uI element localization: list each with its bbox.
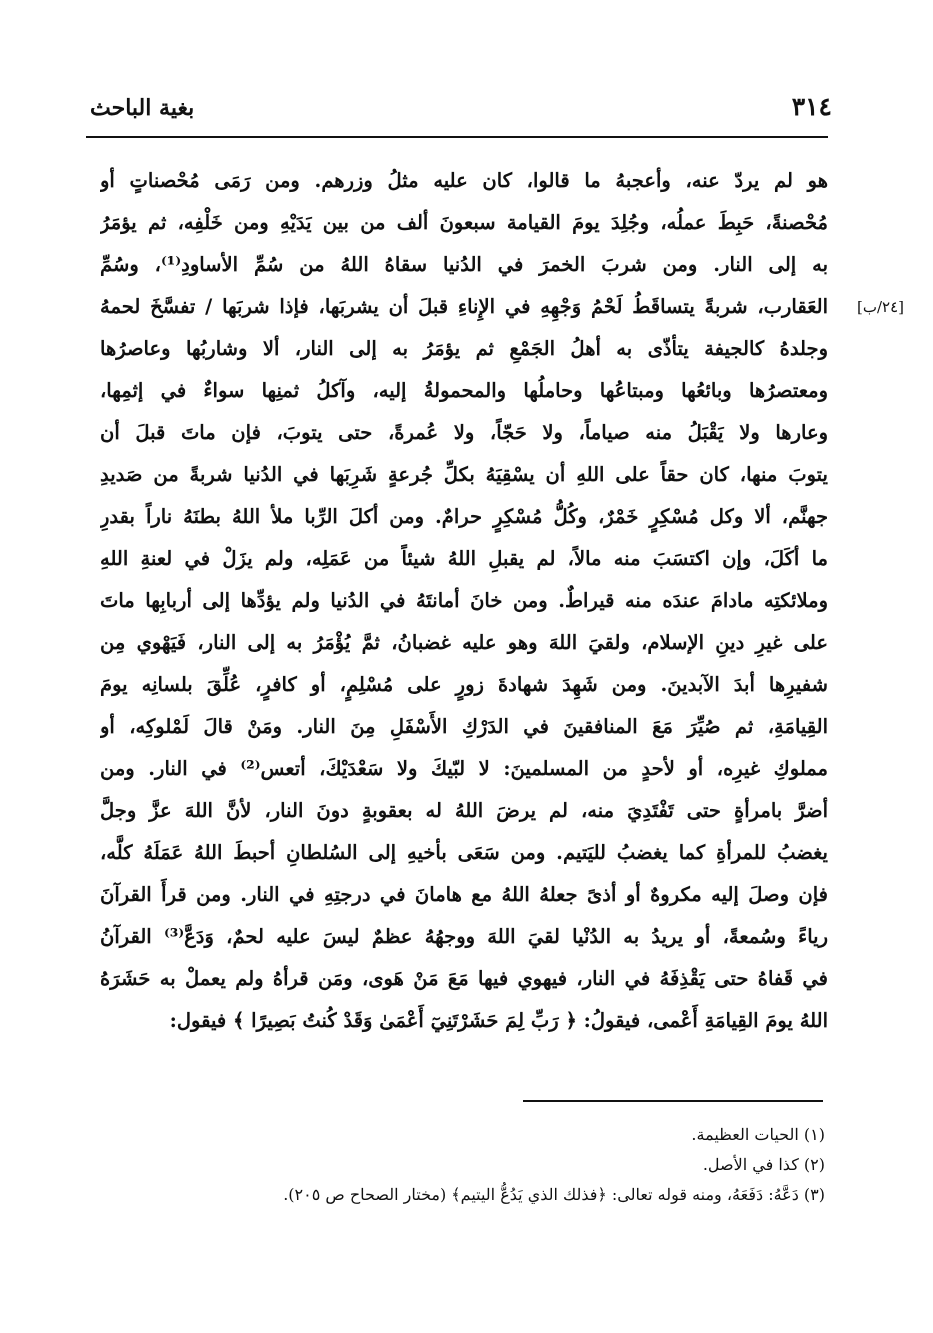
body-line: فإن وصلَ إليه مكروهٌ أو أذىً جعلهُ اللهُ مع هامانَ في درجتِهِ في النار. ومن قرأَ القرآنَ <box>100 883 828 906</box>
body-line: به إلى النار. ومن شربَ الخمرَ في الدُنيا سقاهُ اللهُ من سُمِّ الأساودِ⁽¹⁾، وسُمِّ <box>100 253 828 276</box>
body-line: يغضبُ للمرأةِ كما يغضبُ لليَتيم. ومن سَعَى بأخيهِ إلى السُلطانِ أحبطَ اللهُ عَمَلَهُ كلَّه، <box>100 841 828 864</box>
running-title: بغية الباحث <box>90 95 195 121</box>
body-line: ما أكَلَ، وإن اكتسَبَ منه مالاً، لم يقبلِ اللهُ شيئاً من عَمَلِه، ولم يزَلْ في لعنةِ اللهِ <box>100 547 828 570</box>
footnote-3: (٣) دَعَّهُ: دَفَعَهُ، ومنه قوله تعالى: ﴿فذلك الذي يَدُعُّ اليتيم﴾ (مختار الصحاح ص ٢٠٥). <box>283 1185 825 1204</box>
body-line: مملوكِ غيرِه، أو لأحدٍ من المسلمينَ: لا لبّيكَ ولا سَعْدَيْكَ، أتعس⁽²⁾ في النار. ومن <box>100 757 828 780</box>
body-line: مُحْصنةً، حَبِطَ عملُه، وجُلِدَ يومَ القيامة سبعونَ ألف من بين يَدَيْهِ ومن خَلْفِه، ثم يؤمَرُ <box>100 211 828 234</box>
body-line: وجلدهُ كالجيفة يتأذّى به أهلُ الجَمْعِ ثم يؤمَرُ به إلى النار، ألا وشاربُها وعاصرُها <box>100 337 828 360</box>
body-line: القِيامَةِ، ثم صُيِّرَ مَعَ المنافقينَ في الدَرْكِ الأَسْفَلِ مِنَ النار. ومَنْ قالَ لَمْلوكِه، أو <box>100 715 828 738</box>
footnote-rule <box>523 1100 823 1102</box>
body-line: في قَفاهُ حتى يَقْذِفَهُ في النار، فيهوي فيها مَعَ مَنْ هَوى، ومَن قرأهُ ولم يعملْ به حَشَرَهُ <box>100 967 828 990</box>
header-rule <box>86 136 828 138</box>
page-number: ٣١٤ <box>791 92 832 121</box>
body-text <box>100 160 828 1042</box>
body-line: يتوبَ منها، كان حقاً على اللهِ أن يسْقِيَهُ بكلِّ جُرعةٍ شَرِبَها في الدُنيا شربةً من صَديدِ <box>100 463 828 486</box>
margin-note: [٢٤/ب] <box>856 298 904 316</box>
body-line: وعارها ولا يَقْبَلُ منه صياماً، ولا حَجّاً، ولا عُمرةً، حتى يتوبَ، فإن ماتَ قبلَ أن <box>100 421 828 444</box>
body-line: شفيرِها أبدَ الآبدينَ. ومن شَهِدَ شهادةَ زورٍ على مُسْلِمٍ، أو كافرٍ، عُلِّقَ بلسانِه يومَ <box>100 673 828 696</box>
body-line: أضرَّ بامرأةٍ حتى تَفْتَدِيَ منه، لم يرضَ اللهُ له بعقوبةٍ دونَ النار، لأنَّ اللهَ عزَّ وجلَّ <box>100 799 828 822</box>
body-line: ومعتصرُها وبائعُها ومبتاعُها وحاملُها والمحمولةُ إليه، وآكلُ ثمنِها سواءٌ في إثمِها، <box>100 379 828 402</box>
body-line-last: اللهُ يومَ القِيامَةِ أَعْمى، فيقولُ: ﴿ رَبِّ لِمَ حَشَرْتَنِيٓ أَعْمَىٰ وَقَدْ كُنتُ بَصِيرًا ﴾ فيقول: <box>169 1009 828 1032</box>
body-line: جهنَّم، ألا وكل مُسْكِرٍ خَمْرٌ، وكُلُّ مُسْكِرٍ حرامٌ. ومن أكلَ الرِّبا ملأ اللهُ بطنَهُ ناراً بقدرِ <box>100 505 828 528</box>
body-line: على غيرِ دينِ الإسلام، ولقيَ اللهَ وهو عليه غضبانُ، ثمَّ يُؤْمَرُ به إلى النار، فَيَهْوي مِن <box>100 631 828 654</box>
body-line: وملائكتِه مادامَ عندَه منه قيراطٌ. ومن خانَ أمانتَهُ في الدُنيا ولم يؤدِّها إلى أربابِها ماتَ <box>100 589 828 612</box>
body-line: العَقارب، شربةً يتساقَطُ لَحْمُ وَجْهِهِ في الإِناءِ قبلَ أن يشربَها، فإذا شربَها / تفسَّخَ لحمهُ <box>100 295 828 318</box>
footnote-2: (٢) كذا في الأصل. <box>702 1155 825 1174</box>
footnotes <box>100 1120 825 1210</box>
body-line: هو لم يردّ عنه، وأعجبهُ ما قالوا، كان عليه مثلُ وزرهم. ومن رَمَى مُحْصناتٍ أو <box>100 169 828 192</box>
body-line: رياءً وسُمعةً، أو يريدُ به الدُنْيا لقيَ اللهَ ووجهُهُ عظمٌ ليسَ عليه لحمٌ، وَدَعَّ⁽³⁾ القرآنُ <box>100 925 828 948</box>
footnote-1: (١) الحيات العظيمة. <box>691 1125 825 1144</box>
